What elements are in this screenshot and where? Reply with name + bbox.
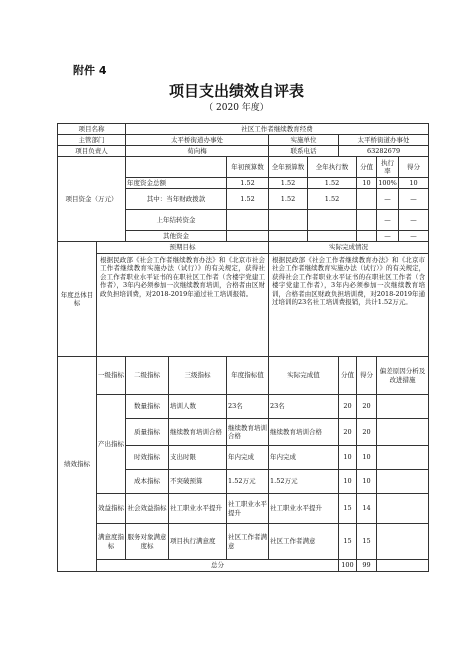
funds-cell: —: [377, 210, 399, 231]
col-full: 全年预算数: [269, 157, 308, 178]
indicator-score: 20: [339, 395, 357, 419]
evaluation-table: [57, 123, 429, 572]
indicator-l3: 社工职业水平提升: [169, 494, 227, 524]
funds-row-label: 上年结转资金: [126, 210, 227, 231]
goals-section-label: 年度总体目标: [58, 242, 97, 357]
funds-cell: —: [377, 231, 399, 242]
funds-row-label: 其他资金: [126, 231, 227, 242]
h-target: 年度指标值: [227, 357, 269, 395]
actual-result-text: 根据民政部《社会工作者继续教育办法》和《北京市社会工作者继续教育实施办法（试行）》的有关规定，获得社会工作者职业水平证书的在职社区工作者（含楼宇党建工作者），3年内必须参加一次继续教育培训，合格者由区财政负担培训费，对2018-2019年通过培训的23名社工培训费报销，共计1.52万元。: [269, 254, 429, 357]
indicator-l2: 服务对象满意度标: [126, 524, 169, 560]
h-l2: 二级指标: [126, 357, 169, 395]
indicator-reason: [377, 494, 429, 524]
indicator-row: [58, 494, 429, 524]
leader-value: 荀向梅: [126, 146, 269, 157]
attachment-label: 附件 4: [73, 64, 107, 77]
phone-value: 63282679: [339, 146, 429, 157]
indicator-l2: 时效指标: [126, 446, 169, 470]
indicator-l2: 质量指标: [126, 419, 169, 446]
effect-label: 效益指标: [97, 494, 126, 524]
indicator-score: 10: [339, 470, 357, 494]
h-reason: 偏差原因分析及改进措施: [377, 357, 429, 395]
funds-cell: 1.52: [269, 178, 308, 189]
col-budget: 年初预算数: [227, 157, 269, 178]
funds-cell: 1.52: [269, 189, 308, 210]
indicator-l3: 项目执行满意度: [169, 524, 227, 560]
indicator-actual: 年内完成: [269, 446, 339, 470]
indicator-reason: [377, 419, 429, 446]
project-name-label: 项目名称: [58, 124, 126, 135]
indicator-actual: 23名: [269, 395, 339, 419]
funds-cell: 1.52: [308, 189, 357, 210]
total-row: [58, 560, 429, 572]
expected-goal-text: 根据民政部《社会工作者继续教育办法》和《北京市社会工作者继续教育实施办法（试行）》的有关规定，获得社会工作者职业水平证书的在职社区工作者（含楼宇党建工作者），3年内必须参加一次继续教育培训，合格者由区财政负担培训费，对2018-2019年通过社工培训报销。: [97, 254, 269, 357]
department-row: [58, 135, 429, 146]
project-name-row: [58, 124, 429, 135]
h-l1: 一级指标: [97, 357, 126, 395]
h-score: 分值: [339, 357, 357, 395]
funds-row-label: 其中：当年财政拨款: [126, 189, 227, 210]
h-actual: 实际完成值: [269, 357, 339, 395]
funds-cell: [357, 231, 377, 242]
indicator-row: [58, 524, 429, 560]
indicator-reason: [377, 395, 429, 419]
funds-cell: 100%: [378, 178, 397, 187]
phone-label: 联系电话: [269, 146, 339, 157]
indicator-got: 10: [357, 446, 377, 470]
indicator-actual: 社工职业水平提升: [269, 494, 339, 524]
indicator-row: [58, 395, 429, 419]
indicator-target: 23名: [227, 395, 269, 419]
goals-body-row: [58, 254, 429, 357]
indicator-score: 10: [339, 446, 357, 470]
indicator-score: 15: [339, 494, 357, 524]
leader-row: [58, 146, 429, 157]
indicator-target: 1.52万元: [227, 470, 269, 494]
indicator-l3: 不突破预算: [169, 470, 227, 494]
indicator-target: 继续教育培训合格: [227, 419, 269, 446]
funds-cell: [227, 231, 269, 242]
funds-cell: [227, 210, 269, 231]
indicator-actual: 1.52万元: [269, 470, 339, 494]
expected-label: 预期目标: [97, 242, 269, 254]
funds-section-label: 项目资金（万元）: [58, 157, 126, 242]
funds-row-label: 年度资金总额: [126, 178, 227, 189]
impl-label: 实施单位: [269, 135, 339, 146]
year-label: （ 2020 年度）: [204, 103, 269, 113]
indicator-target: 年内完成: [227, 446, 269, 470]
funds-cell: [269, 210, 308, 231]
indicator-actual: 社区工作者满意: [269, 524, 339, 560]
indicator-got: 20: [357, 395, 377, 419]
funds-cell: —: [399, 231, 429, 242]
h-l3: 三级指标: [169, 357, 227, 395]
col-rate: 执行率: [377, 157, 399, 178]
funds-cell: 10: [357, 178, 377, 189]
funds-cell: [308, 210, 357, 231]
indicator-score: 15: [339, 524, 357, 560]
col-exec: 全年执行数: [308, 157, 357, 178]
indicator-actual: 继续教育培训合格: [269, 419, 339, 446]
indicator-l3: 支出时限: [169, 446, 227, 470]
funds-cell: 1.52: [227, 178, 269, 189]
indicator-reason: [377, 524, 429, 560]
page-title: 项目支出绩效自评表: [168, 82, 304, 100]
funds-header-row: [58, 157, 429, 178]
output-label: 产出指标: [97, 395, 126, 494]
impl-value: 太平桥街道办事处: [339, 135, 429, 146]
leader-label: 项目负责人: [58, 146, 126, 157]
indicator-target: 社区工作者满意: [227, 524, 269, 560]
indicator-got: 15: [357, 524, 377, 560]
total-score: 100: [339, 560, 357, 572]
indicator-got: 14: [357, 494, 377, 524]
indicator-got: 20: [357, 419, 377, 446]
indicator-target: 社工职业水平提升: [227, 494, 269, 524]
funds-cell: [269, 231, 308, 242]
dept-value: 太平桥街道办事处: [126, 135, 269, 146]
funds-cell: [308, 231, 357, 242]
total-label: 总分: [97, 560, 339, 572]
funds-cell: 10: [399, 178, 429, 189]
indicator-got: 10: [357, 470, 377, 494]
indicators-header-row: [58, 357, 429, 395]
satisfaction-label: 满意度指标: [97, 524, 126, 560]
funds-cell: —: [377, 189, 399, 210]
indicator-l3: 继续教育培训合格: [169, 419, 227, 446]
funds-cell: 1.52: [308, 178, 357, 189]
indicator-l2: 社会效益指标: [126, 494, 169, 524]
indicator-reason: [377, 446, 429, 470]
total-got: 99: [357, 560, 377, 572]
funds-cell: [357, 189, 377, 210]
col-score: 分值: [357, 157, 377, 178]
funds-cell: 1.52: [227, 189, 269, 210]
dept-label: 主管部门: [58, 135, 126, 146]
indicator-score: 20: [339, 419, 357, 446]
funds-cell: —: [399, 189, 429, 210]
indicator-reason: [377, 470, 429, 494]
funds-cell: [357, 210, 377, 231]
project-name-value: 社区工作者继续教育经费: [126, 124, 429, 135]
indicator-l2: 数量指标: [126, 395, 169, 419]
col-got: 得分: [399, 157, 429, 178]
goals-header-row: [58, 242, 429, 254]
indicator-l3: 培训人数: [169, 395, 227, 419]
indicators-section-label: 绩效指标: [58, 357, 97, 572]
funds-cell: —: [399, 210, 429, 231]
actual-label: 实际完成情况: [269, 242, 429, 254]
h-got: 得分: [357, 357, 377, 395]
indicator-l2: 成本指标: [126, 470, 169, 494]
